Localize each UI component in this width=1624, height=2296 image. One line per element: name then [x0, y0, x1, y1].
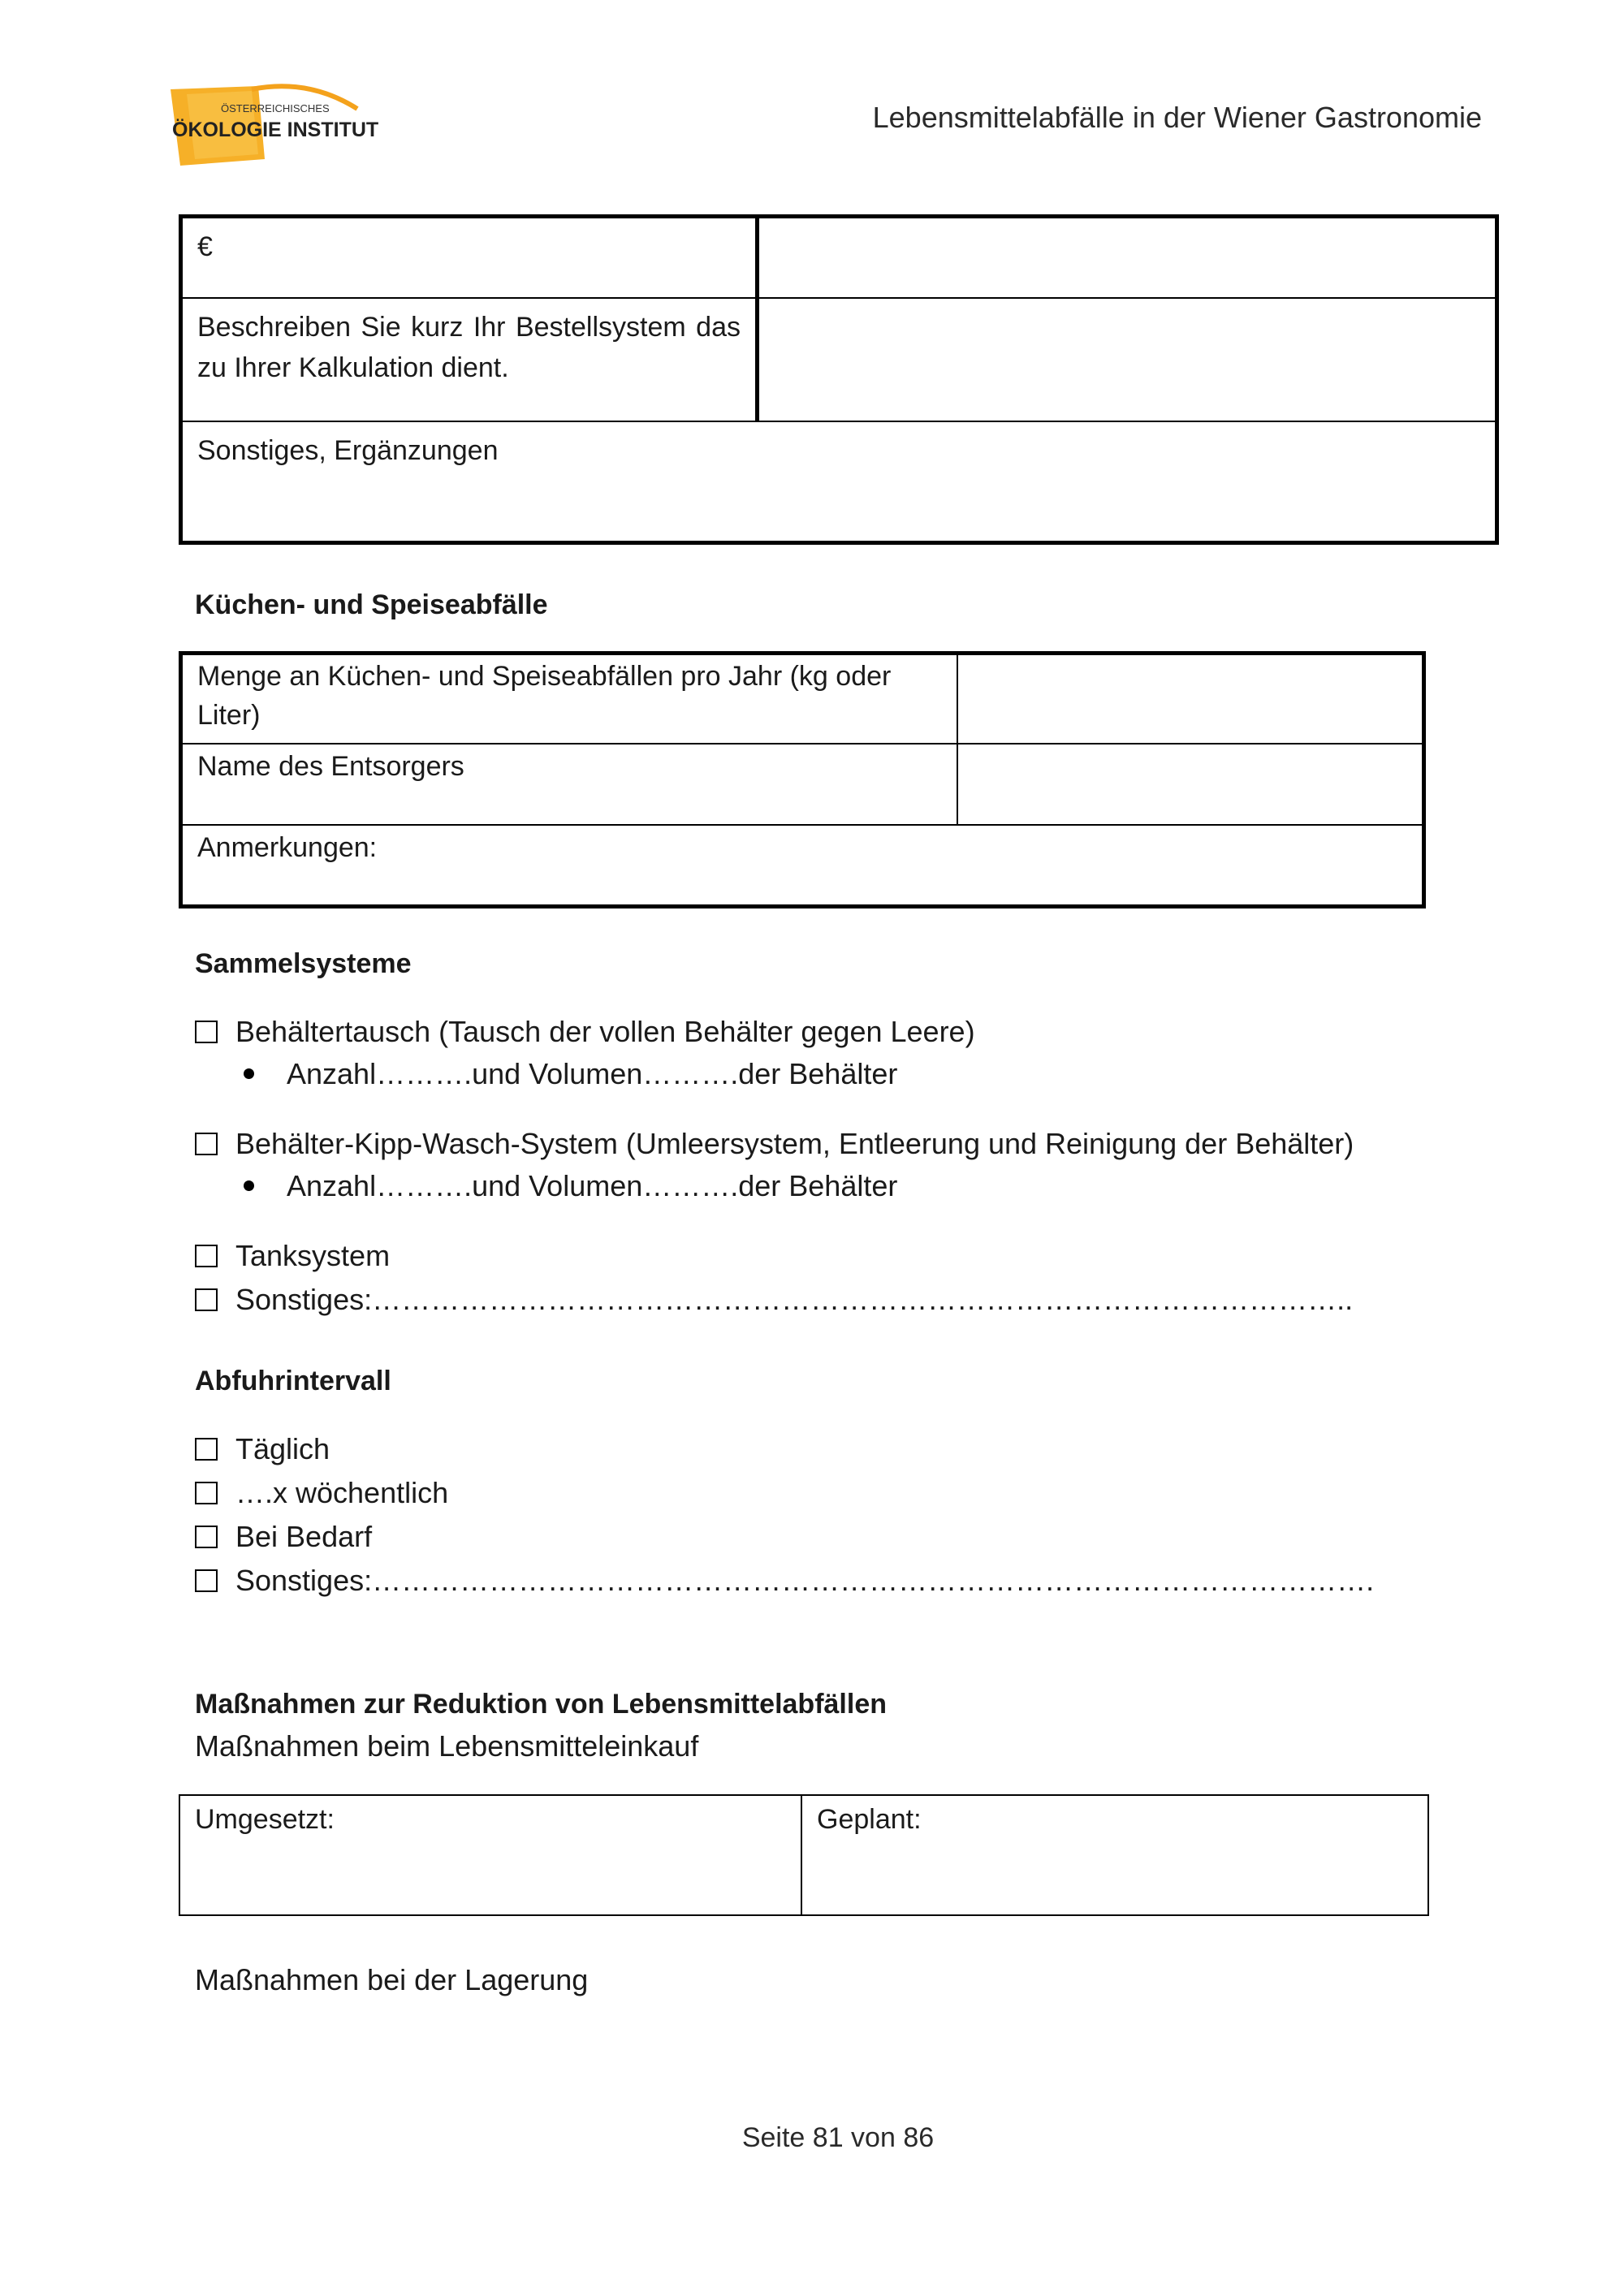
remarks-label: Anmerkungen: [197, 832, 378, 863]
option-label: ….x wöchentlich [235, 1476, 449, 1509]
waste-amount-label: Menge an Küchen- und Speiseabfällen pro Jahr (kg oder Liter) [181, 654, 957, 744]
checkbox-weekly[interactable] [195, 1476, 448, 1510]
disposer-name-field[interactable] [957, 744, 1424, 825]
option-label: Täglich [235, 1432, 330, 1465]
checkbox[interactable] [195, 1245, 218, 1267]
checkbox-container-exchange[interactable] [195, 1015, 975, 1049]
planned-field[interactable] [801, 1795, 1428, 1915]
option-label: Sonstiges:…………………………………………………………………………………………. [235, 1564, 1375, 1597]
order-system-table [179, 214, 1499, 545]
purchasing-measures-subheading: Maßnahmen beim Lebensmitteleinkauf [195, 1729, 699, 1763]
collection-systems-heading: Sammelsysteme [195, 948, 412, 979]
implemented-label: Umgesetzt: [195, 1804, 335, 1835]
logo-subtext: ÖSTERREICHISCHES [221, 102, 330, 114]
checkbox[interactable] [195, 1569, 218, 1592]
checkbox[interactable] [195, 1288, 218, 1311]
currency-field[interactable] [758, 217, 1497, 298]
checkbox-on-demand[interactable] [195, 1520, 372, 1554]
order-system-field[interactable] [758, 298, 1497, 421]
bullet-icon [244, 1180, 254, 1191]
header-title: Lebensmittelabfälle in der Wiener Gastronomie [872, 101, 1482, 134]
remarks-field[interactable] [181, 825, 1424, 906]
bullet-item [244, 1169, 897, 1203]
checkbox-tip-wash-system[interactable] [195, 1127, 1354, 1161]
purchasing-measures-table [179, 1794, 1429, 1916]
checkbox[interactable] [195, 1526, 218, 1548]
pickup-interval-heading: Abfuhrintervall [195, 1366, 391, 1396]
kitchen-waste-table [179, 651, 1426, 908]
checkbox[interactable] [195, 1438, 218, 1461]
checkbox-collection-other[interactable] [195, 1283, 1353, 1317]
option-label: Behälter-Kipp-Wasch-System (Umleersystem, Entleerung und Reinigung der Behälter) [235, 1127, 1354, 1160]
checkbox[interactable] [195, 1482, 218, 1504]
option-label: Tanksystem [235, 1239, 391, 1272]
bullet-icon [244, 1068, 254, 1079]
misc-additions-field[interactable] [181, 421, 1497, 543]
logo-text: ÖKOLOGIE INSTITUT [172, 119, 379, 141]
currency-label: € [181, 217, 758, 298]
order-system-label: Beschreiben Sie kurz Ihr Bestellsystem das zu Ihrer Kalkulation dient. [181, 298, 758, 421]
waste-amount-field[interactable] [957, 654, 1424, 744]
measures-heading: Maßnahmen zur Reduktion von Lebensmittelabfällen [195, 1689, 887, 1720]
bullet-item [244, 1057, 897, 1091]
misc-additions-label: Sonstiges, Ergänzungen [197, 434, 499, 466]
logo-graphic [162, 78, 414, 167]
option-label: Behältertausch (Tausch der vollen Behälter gegen Leere) [235, 1015, 975, 1048]
checkbox[interactable] [195, 1133, 218, 1155]
checkbox[interactable] [195, 1021, 218, 1043]
checkbox-interval-other[interactable] [195, 1564, 1374, 1598]
storage-measures-subheading: Maßnahmen bei der Lagerung [195, 1963, 589, 1996]
page-number: Seite 81 von 86 [741, 2122, 935, 2153]
bullet-text: Anzahl……….und Volumen……….der Behälter [287, 1057, 898, 1090]
institute-logo [162, 78, 414, 167]
checkbox-daily[interactable] [195, 1432, 330, 1466]
bullet-text: Anzahl……….und Volumen……….der Behälter [287, 1169, 898, 1202]
planned-label: Geplant: [817, 1804, 922, 1835]
disposer-name-label: Name des Entsorgers [181, 744, 957, 825]
option-label: Sonstiges:……………………………………………………………………………………….. [235, 1283, 1354, 1316]
option-label: Bei Bedarf [235, 1520, 373, 1553]
kitchen-waste-heading: Küchen- und Speiseabfälle [195, 589, 548, 620]
implemented-field[interactable] [179, 1795, 801, 1915]
checkbox-tank-system[interactable] [195, 1239, 390, 1273]
